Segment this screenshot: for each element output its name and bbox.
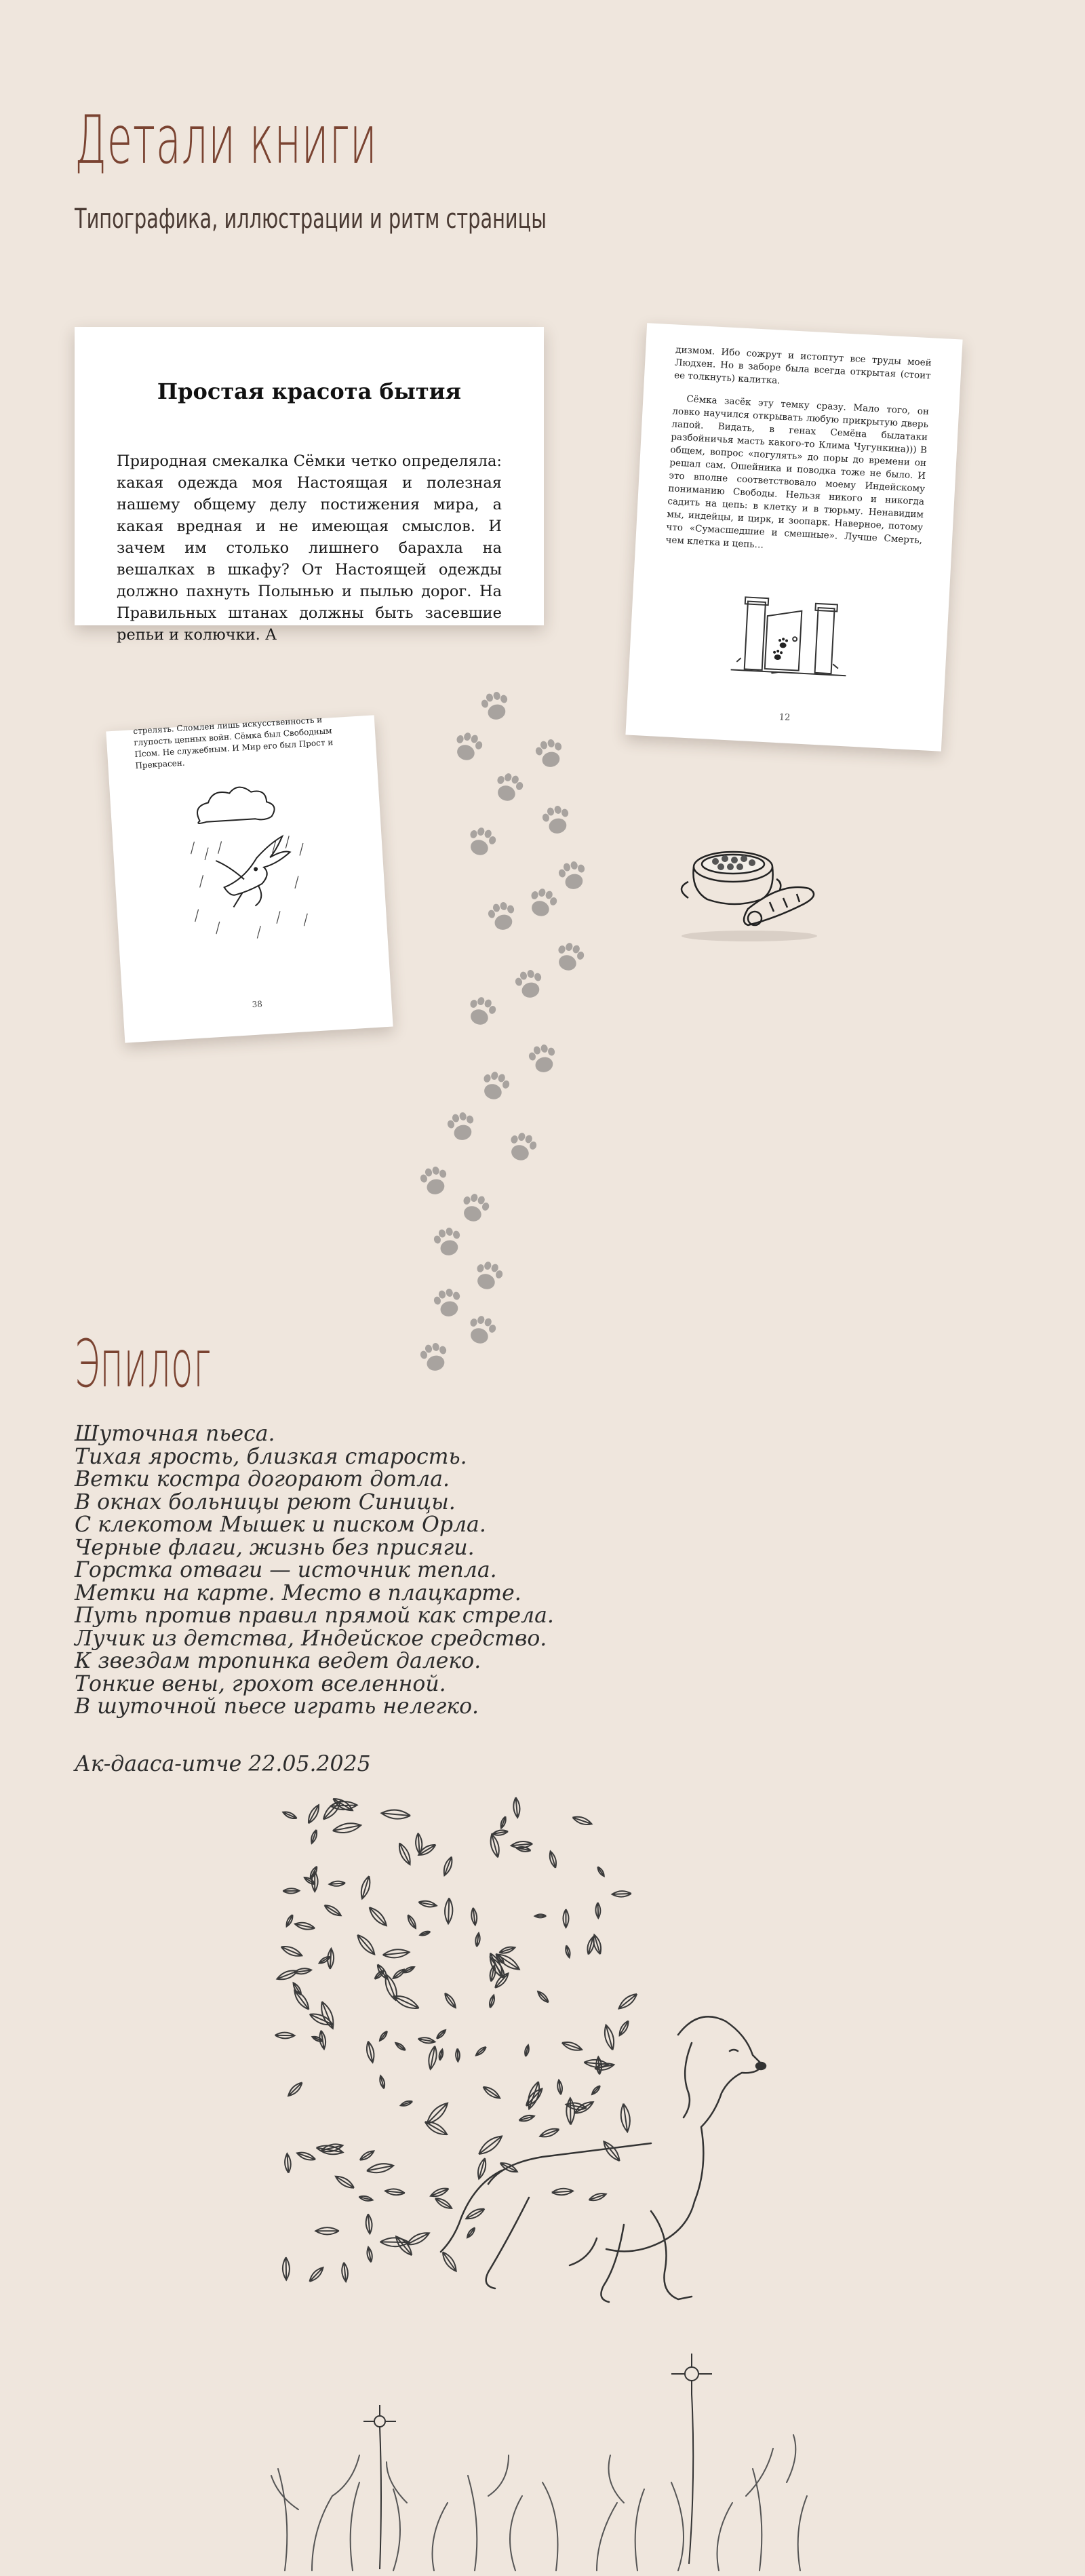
leaf-icon bbox=[476, 2132, 505, 2158]
leaf-icon bbox=[310, 1829, 319, 1844]
leaf-icon bbox=[286, 2080, 304, 2098]
leaf-icon bbox=[524, 2086, 545, 2108]
leaf-icon bbox=[511, 1841, 532, 1849]
paw-print-icon bbox=[540, 804, 573, 836]
leaf-icon bbox=[323, 1902, 342, 1917]
paw-print-icon bbox=[465, 825, 498, 859]
paw-print-icon bbox=[527, 1042, 559, 1075]
leaf-icon bbox=[475, 2046, 488, 2057]
paw-print-icon bbox=[505, 1130, 538, 1164]
book-details-subtitle: Типографика, иллюстрации и ритм страницы bbox=[75, 203, 547, 235]
paw-trail bbox=[407, 678, 665, 1390]
paw-print-icon bbox=[553, 940, 586, 974]
paw-print-icon bbox=[479, 690, 512, 722]
leaf-icon bbox=[296, 2150, 316, 2162]
poem-line: Тонкие вены, грохот вселенной. bbox=[75, 1671, 446, 1696]
leaf-icon bbox=[276, 1968, 299, 1983]
leaf-icon bbox=[548, 1850, 558, 1869]
paw-print-icon bbox=[471, 1259, 505, 1293]
leaf-icon bbox=[488, 1995, 496, 2008]
leaf-icon bbox=[307, 2265, 325, 2284]
leaf-icon bbox=[283, 1888, 299, 1894]
leaf-icon bbox=[366, 2162, 395, 2174]
leaf-icon bbox=[292, 1988, 312, 2011]
book-page-spread-1 bbox=[75, 327, 544, 644]
leaf-icon bbox=[405, 2229, 431, 2248]
page-number: 38 bbox=[252, 999, 263, 1010]
leaf-icon bbox=[367, 1905, 389, 1928]
leaf-icon bbox=[475, 1932, 481, 1947]
paw-print-icon bbox=[513, 968, 546, 1000]
rain-cloud-icon bbox=[196, 785, 275, 823]
leaf-icon bbox=[498, 1945, 515, 1955]
leaf-icon bbox=[418, 1900, 437, 1909]
poem-line: Лучик из детства, Индейское средство. bbox=[75, 1626, 547, 1651]
paw-print-icon bbox=[432, 1287, 465, 1319]
leaf-icon bbox=[329, 1881, 345, 1887]
paw-print-icon bbox=[451, 730, 484, 764]
leaf-icon bbox=[617, 2020, 631, 2037]
leaf-icon bbox=[499, 2160, 519, 2174]
leaf-icon bbox=[321, 1799, 343, 1822]
rain-bird-illustration bbox=[171, 779, 330, 944]
leaf-icon bbox=[415, 1833, 422, 1854]
book-page-12 bbox=[625, 323, 962, 752]
poem-line: Черные флаги, жизнь без присяги. bbox=[75, 1535, 475, 1560]
page-number: 12 bbox=[778, 712, 791, 724]
leaf-icon bbox=[564, 1945, 571, 1958]
page-heading: Простая красота бытия bbox=[157, 378, 462, 404]
paw-print-icon bbox=[492, 770, 525, 804]
leaf-icon bbox=[315, 2227, 339, 2234]
leaf-icon bbox=[539, 2126, 560, 2139]
leaf-icon bbox=[456, 2048, 460, 2061]
collar-icon bbox=[744, 887, 814, 925]
leaf-icon bbox=[275, 2032, 295, 2038]
poem bbox=[75, 1423, 753, 1719]
leaf-icon bbox=[396, 1841, 413, 1866]
leaf-icon bbox=[359, 2195, 374, 2202]
paw-print-icon bbox=[465, 994, 498, 1028]
leaf-icon bbox=[596, 1866, 605, 1877]
leaf-icon bbox=[423, 2118, 449, 2137]
poem-line: Горстка отваги — источник тепла. bbox=[75, 1558, 497, 1582]
poem-line: К звездам тропинка ведет далеко. bbox=[75, 1649, 481, 1673]
page-text-para-2: Сёмка засёк эту темку сразу. Мало того, он ловко научился открывать любую прикрытую дверь лапой. Видать, в генах Семёна былатаки разбойничья масть какого-то Клима Чугункина))) В общем, вопрос «погулять» до поры до времени он решал сам. Ошейника и поводка тоже не было. И это вполне соответствовало моему Индейскому пониманию Свободы. Нельзя никого и никогда садить на цепь: в клетку и в тюрьму. Ненавидим мы, индейцы, и цирк, и зоопарк. Наверное, потому что «Сумасшедшие и смешные». Лучше Смерть, чем клетка и цепь… bbox=[665, 393, 930, 551]
leaf-icon bbox=[284, 2153, 292, 2173]
leaf-icon bbox=[488, 1833, 501, 1858]
leaf-icon bbox=[588, 2191, 607, 2202]
poem-line: Тихая ярость, близкая старость. bbox=[75, 1444, 467, 1469]
leaf-icon bbox=[602, 2024, 616, 2051]
leaf-icon bbox=[595, 1902, 601, 1918]
paw-print-icon bbox=[458, 1191, 491, 1225]
leaf-icon bbox=[378, 2030, 389, 2042]
leaf-icon bbox=[429, 2186, 450, 2199]
leaf-icon bbox=[492, 1829, 509, 1836]
epilogue-title: Эпилог bbox=[75, 1326, 212, 1402]
leaf-icon bbox=[440, 2250, 459, 2273]
gate-illustration bbox=[730, 594, 850, 682]
leaf-icon bbox=[499, 1816, 507, 1829]
leaf-icon bbox=[551, 2188, 573, 2196]
leaf-icon bbox=[355, 1932, 378, 1957]
leaf-icon bbox=[438, 2049, 444, 2061]
leaf-icon bbox=[283, 2257, 290, 2280]
leaf-icon bbox=[332, 1821, 362, 1835]
page-text: стрелять. Сломлен лишь искусственность и глупость цепных войн. Сёмка был Свободным Псом. Не служебным. И Мир его был Прост и Прекрасен. bbox=[132, 715, 334, 770]
leaf-icon bbox=[366, 2246, 374, 2263]
paw-print-icon bbox=[486, 900, 519, 933]
leaf-icon bbox=[434, 2196, 454, 2211]
leaf-icon bbox=[616, 1991, 639, 2012]
paw-print-icon bbox=[773, 638, 789, 661]
leaf-icon bbox=[395, 2042, 407, 2052]
leaf-icon bbox=[359, 2149, 376, 2162]
leaf-icon bbox=[561, 2040, 583, 2052]
dog-bowl-icon bbox=[668, 834, 831, 943]
poem-line: В шуточной пьесе играть нелегко. bbox=[75, 1694, 479, 1719]
leaf-icon bbox=[392, 1968, 406, 1980]
leaf-icon bbox=[573, 2099, 595, 2116]
poem-line: Ветки костра догорают дотла. bbox=[75, 1467, 450, 1491]
page-body-text: Природная смекалка Сёмки четко определяла: какая одежда моя Настоящая и полезная нашему общему делу постижения мира, а какая вредная и не имеющая смыслов. И зачем им столько лишнего барахла на вешалках в шкафу? От Настоящей одежды должно пахнуть Полынью и пылью дорог. На Правильных штанах должны быть засевшие репьи и колючки. А bbox=[117, 452, 502, 644]
bird-icon bbox=[214, 836, 293, 908]
leaf-icon bbox=[435, 2029, 447, 2040]
leaf-icon bbox=[308, 2011, 334, 2028]
paw-print-icon bbox=[418, 1341, 451, 1373]
leaf-icon bbox=[524, 2044, 530, 2056]
leaf-icon bbox=[385, 2188, 406, 2196]
paw-print-icon bbox=[557, 859, 589, 892]
leaf-icon bbox=[280, 1944, 303, 1959]
leaf-icon bbox=[465, 2206, 486, 2222]
poem-line: Шуточная пьеса. bbox=[75, 1422, 275, 1446]
leaf-icon bbox=[481, 2084, 502, 2101]
paw-print-icon bbox=[478, 1069, 511, 1103]
poem-line: Путь против правил прямой как стрела. bbox=[75, 1603, 554, 1628]
poem-signature: Ак-дааса-итче 22.05.2025 bbox=[75, 1752, 371, 1776]
paw-print-icon bbox=[465, 1313, 498, 1347]
poem-line: С клекотом Мышек и писком Орла. bbox=[75, 1513, 486, 1537]
leaf-icon bbox=[612, 1891, 631, 1897]
leaf-icon bbox=[534, 1914, 546, 1917]
paw-print-icon bbox=[534, 737, 566, 770]
leaf-icon bbox=[557, 2080, 563, 2094]
leaf-icon bbox=[381, 1809, 411, 1820]
page-text-para-1: дизмом. Ибо сожрут и истоптут все труды моей Людхен. Но в заборе была всегда открытая (стоит ее толкнуть) калитка. bbox=[673, 344, 932, 387]
leaf-icon bbox=[341, 2262, 349, 2282]
leaf-icon bbox=[566, 2098, 575, 2125]
dog-illustration bbox=[271, 1791, 814, 2576]
paw-print-icon bbox=[432, 1226, 465, 1258]
leaf-icon bbox=[427, 2046, 439, 2070]
leaf-icon bbox=[417, 1842, 437, 1858]
leaf-icon bbox=[382, 1948, 410, 1959]
book-page-38 bbox=[106, 715, 393, 1042]
leaf-icon bbox=[327, 1949, 334, 1970]
leaf-icon bbox=[365, 2041, 376, 2063]
leaf-icon bbox=[285, 1914, 294, 1928]
leaf-icon bbox=[516, 1846, 531, 1852]
leaf-icon bbox=[282, 1810, 298, 1820]
leaf-icon bbox=[471, 1907, 478, 1925]
leaf-icon bbox=[443, 1991, 458, 2009]
leaf-icon bbox=[586, 1936, 596, 1955]
leaf-icon bbox=[619, 2103, 631, 2132]
leaf-icon bbox=[441, 1856, 454, 1877]
leaf-icon bbox=[476, 2158, 488, 2180]
leaf-icon bbox=[563, 1909, 568, 1928]
leaf-icon bbox=[378, 2075, 386, 2090]
leaf-icon bbox=[306, 1803, 321, 1825]
leaf-icon bbox=[406, 1914, 418, 1930]
paw-print-icon bbox=[446, 1110, 478, 1143]
leaf-icon bbox=[601, 2139, 623, 2164]
leaf-icon bbox=[591, 2084, 601, 2095]
paw-print-icon bbox=[418, 1165, 451, 1197]
leaf-icon bbox=[400, 2100, 413, 2107]
leaf-icon bbox=[332, 1796, 355, 1814]
leaf-icon bbox=[572, 1814, 593, 1827]
leaf-icon bbox=[318, 1955, 331, 1965]
leaf-icon bbox=[365, 2214, 372, 2234]
leaf-icon bbox=[380, 2238, 410, 2247]
leaf-icon bbox=[536, 1990, 550, 2004]
poem-line: Метки на карте. Место в плацкарте. bbox=[75, 1580, 521, 1605]
rain-lines bbox=[190, 835, 309, 942]
leaf-icon bbox=[359, 1875, 372, 1900]
paw-print-icon bbox=[526, 886, 559, 920]
book-details-title: Детали книги bbox=[75, 102, 378, 179]
leaf-icon bbox=[419, 1930, 431, 1937]
leaf-icon bbox=[513, 1797, 521, 1818]
leaf-icon bbox=[294, 1921, 315, 1931]
leaf-icon bbox=[418, 2036, 435, 2044]
leaf-icon bbox=[518, 2113, 534, 2122]
leaf-icon bbox=[444, 1898, 453, 1924]
leaf-icon bbox=[334, 2174, 355, 2191]
leaf-icon bbox=[466, 2227, 477, 2239]
leaf-icon bbox=[294, 1968, 312, 1975]
flower-icon bbox=[363, 2354, 712, 2569]
poem-line: В окнах больницы реют Синицы. bbox=[75, 1489, 456, 1515]
